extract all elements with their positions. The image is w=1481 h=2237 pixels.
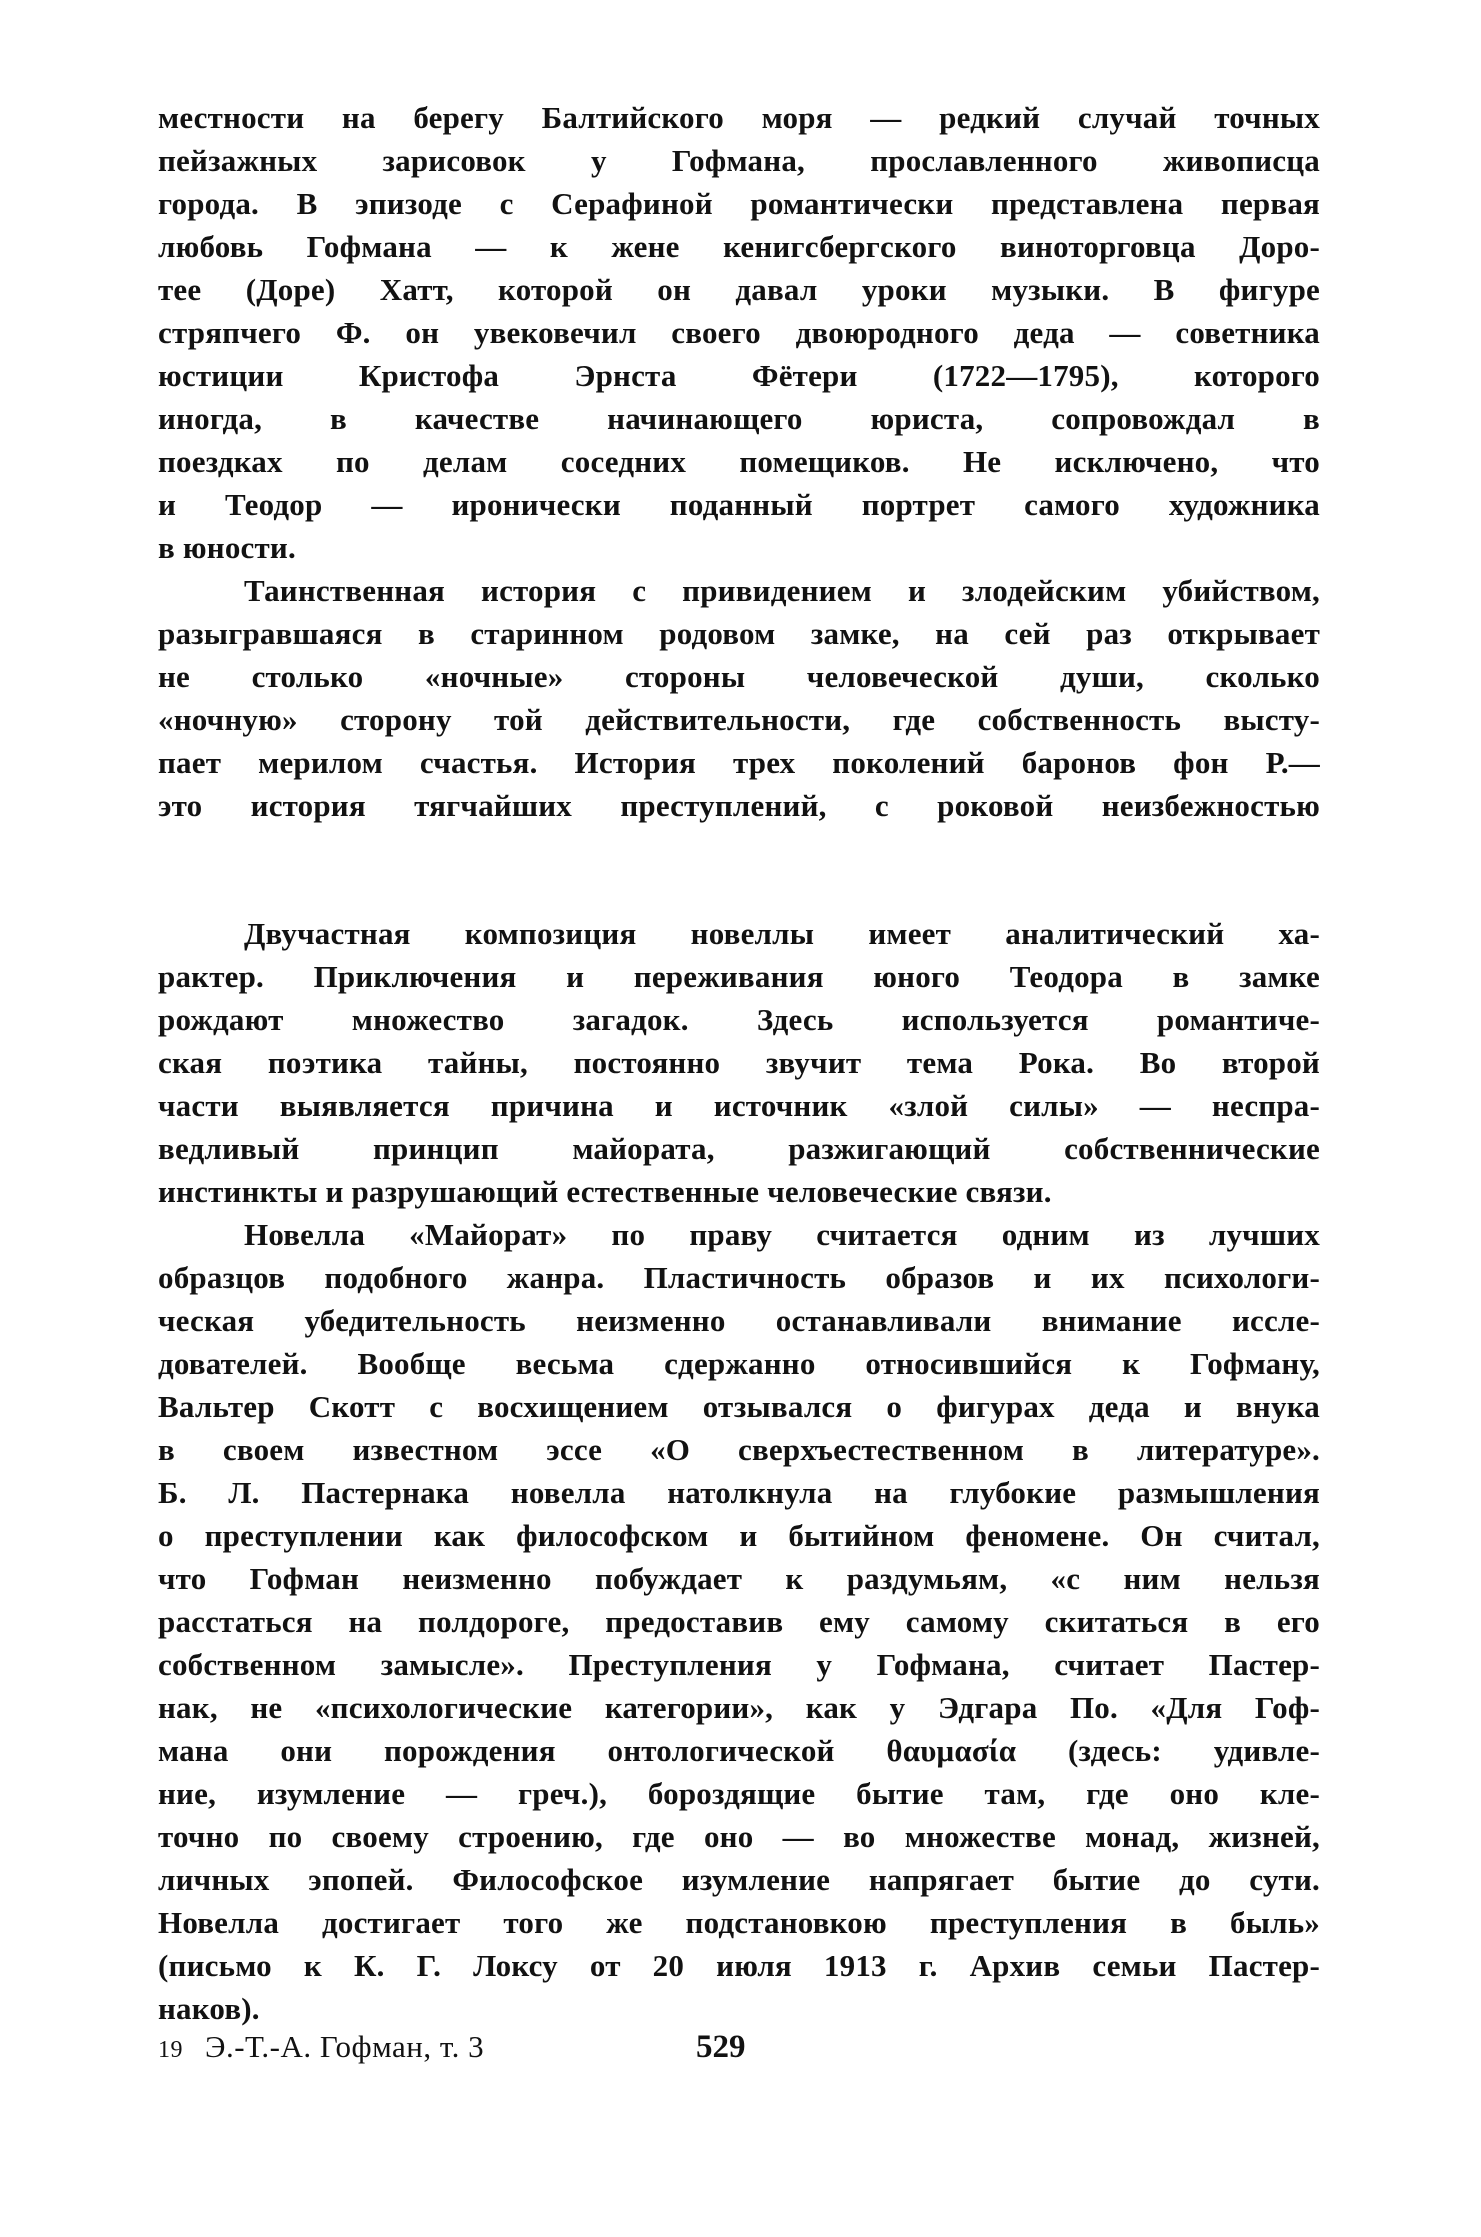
text-line: ская поэтика тайны, постоянно звучит тема Рока. Во второй — [158, 1045, 1320, 1080]
text-line: поездках по делам соседних помещиков. Не исключено, что — [158, 444, 1320, 479]
text-line: стряпчего Ф. он увековечил своего двоюродного деда — советника — [158, 315, 1320, 350]
text-line: расстаться на полдороге, предоставив ему самому скитаться в его — [158, 1604, 1320, 1639]
bottom-text-section — [158, 912, 1320, 2030]
text-line: города. В эпизоде с Серафиной романтически представлена первая — [158, 186, 1320, 221]
text-line: пает мерилом счастья. История трех поколений баронов фон Р.— — [158, 745, 1320, 780]
text-line: любовь Гофмана — к жене кенигсбергского виноторговца Доро- — [158, 229, 1320, 264]
top-text-section — [158, 96, 1320, 827]
text-line: (письмо к К. Г. Локсу от 20 июля 1913 г. Архив семьи Пастер- — [158, 1948, 1320, 1983]
text-line: Таинственная история с привидением и злодейским убийством, — [244, 573, 1320, 608]
text-line: ческая убедительность неизменно останавливали внимание иссле- — [158, 1303, 1320, 1338]
page-number: 529 — [696, 2029, 746, 2065]
text-line: ние, изумление — греч.), бороздящие бытие там, где оно кле- — [158, 1776, 1320, 1811]
text-line: дователей. Вообще весьма сдержанно относившийся к Гофману, — [158, 1346, 1320, 1381]
text-line: тее (Доре) Хатт, которой он давал уроки музыки. В фигуре — [158, 272, 1320, 307]
text-line: Двучастная композиция новеллы имеет аналитический ха- — [244, 916, 1320, 951]
text-line: в своем известном эссе «О сверхъестественном в литературе». — [158, 1432, 1320, 1467]
text-line: инстинкты и разрушающий естественные человеческие связи. — [158, 1174, 1052, 1209]
text-line: Б. Л. Пастернака новелла натолкнула на глубокие размышления — [158, 1475, 1320, 1510]
signature-mark: 19 — [158, 2037, 183, 2063]
page-footer — [158, 2022, 1320, 2072]
text-line: что Гофман неизменно побуждает к раздумьям, «с ним нельзя — [158, 1561, 1320, 1596]
text-line: наков). — [158, 1991, 260, 2026]
text-line: части выявляется причина и источник «злой силы» — неспра- — [158, 1088, 1320, 1123]
text-line: иногда, в качестве начинающего юриста, сопровождал в — [158, 401, 1320, 436]
text-line: ведливый принцип майората, разжигающий собственнические — [158, 1131, 1320, 1166]
text-line: пейзажных зарисовок у Гофмана, прославленного живописца — [158, 143, 1320, 178]
text-line: нак, не «психологические категории», как у Эдгара По. «Для Гоф- — [158, 1690, 1320, 1725]
text-line: и Теодор — иронически поданный портрет самого художника — [158, 487, 1320, 522]
text-line: местности на берегу Балтийского моря — редкий случай точных — [158, 100, 1320, 135]
text-line: личных эпопей. Философское изумление напрягает бытие до сути. — [158, 1862, 1320, 1897]
text-line: «ночную» сторону той действительности, где собственность высту- — [158, 702, 1320, 737]
text-line: Вальтер Скотт с восхищением отзывался о фигурах деда и внука — [158, 1389, 1320, 1424]
signature-text: Э.-Т.-А. Гофман, т. 3 — [205, 2029, 485, 2064]
text-line: это история тягчайших преступлений, с роковой неизбежностью — [158, 788, 1320, 823]
text-line: в юности. — [158, 530, 296, 565]
text-line: собственном замысле». Преступления у Гофмана, считает Пастер- — [158, 1647, 1320, 1682]
text-line: о преступлении как философском и бытийном феномене. Он считал, — [158, 1518, 1320, 1553]
text-line: разыгравшаяся в старинном родовом замке, на сей раз открывает — [158, 616, 1320, 651]
text-line: рождают множество загадок. Здесь используется романтиче- — [158, 1002, 1320, 1037]
text-line: юстиции Кристофа Эрнста Фётери (1722—1795), которого — [158, 358, 1320, 393]
text-line: рактер. Приключения и переживания юного Теодора в замке — [158, 959, 1320, 994]
text-line: точно по своему строению, где оно — во множестве монад, жизней, — [158, 1819, 1320, 1854]
text-line: мана они порождения онтологической θαυμασία (здесь: удивле- — [158, 1733, 1320, 1768]
text-line: Новелла достигает того же подстановкою преступления в быль» — [158, 1905, 1320, 1940]
text-line: не столько «ночные» стороны человеческой души, сколько — [158, 659, 1320, 694]
text-line: Новелла «Майорат» по праву считается одним из лучших — [244, 1217, 1320, 1252]
printer-signature — [158, 2022, 484, 2075]
text-line: образцов подобного жанра. Пластичность образов и их психологи- — [158, 1260, 1320, 1295]
